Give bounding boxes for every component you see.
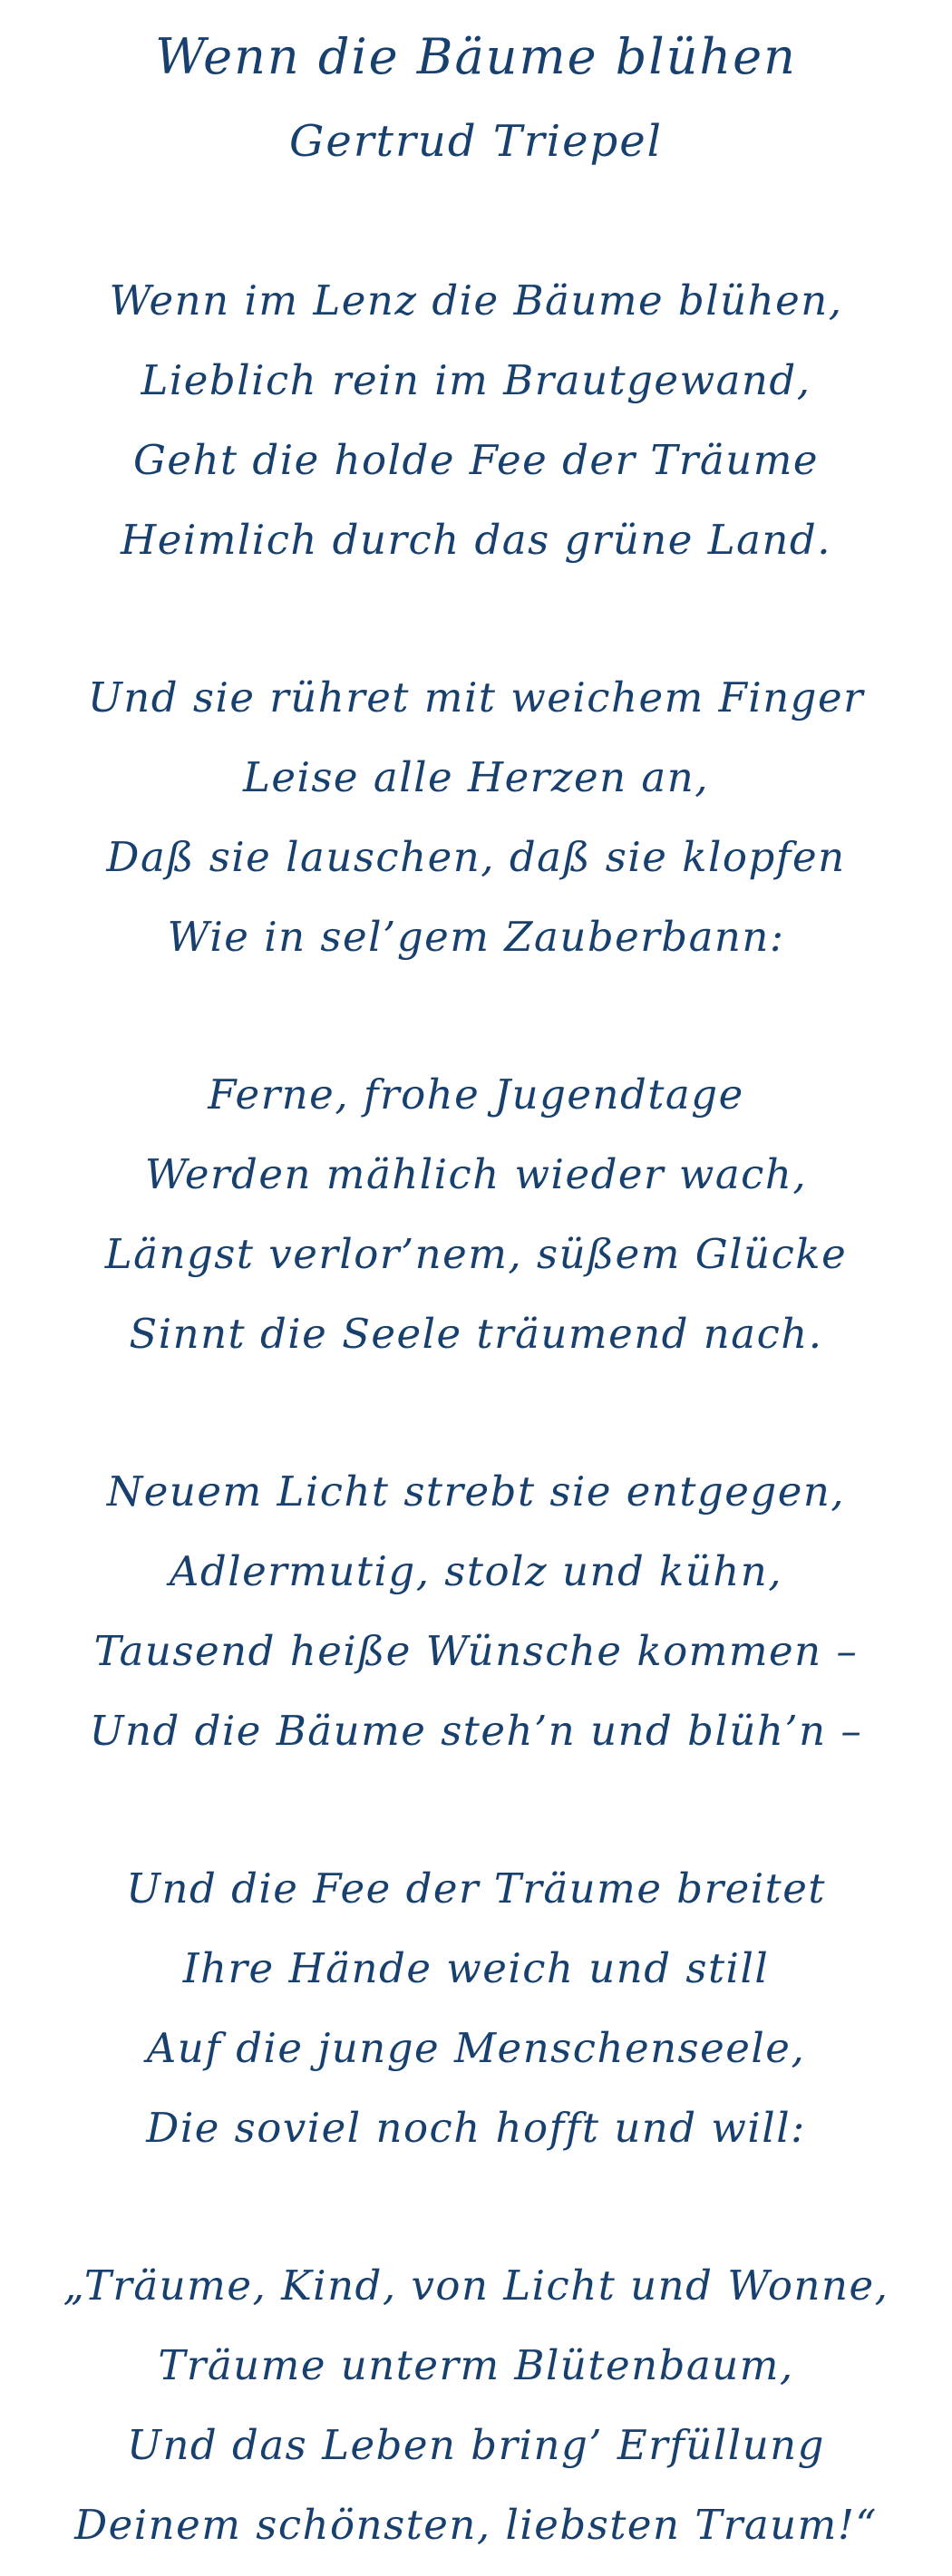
stanza-2 — [0, 658, 952, 977]
poem-line: Ihre Hände weich und still — [182, 1944, 770, 1992]
poem-line: Geht die holde Fee der Träume — [132, 436, 819, 484]
poem-line: Daß sie lauschen, daß sie klopfen — [106, 833, 846, 881]
poem-line: Deinem schönsten, liebsten Traum!“ — [74, 2501, 878, 2549]
poem-title: Wenn die Bäume blühen — [155, 28, 797, 85]
poem-line: Sinnt die Seele träumend nach. — [129, 1310, 823, 1358]
poem-line: Leise alle Herzen an, — [242, 753, 710, 801]
poem-line: Und die Bäume steh’n und blüh’n – — [89, 1707, 863, 1755]
poem-line: Längst verlor’nem, süßem Glücke — [104, 1230, 848, 1278]
poem-line: Wie in sel’gem Zauberbann: — [167, 913, 785, 961]
poem-line: Die soviel noch hofft und will: — [146, 2104, 806, 2152]
poem-line: Und sie rühret mit weichem Finger — [87, 673, 865, 721]
poem-line: Träume unterm Blütenbaum, — [158, 2341, 794, 2389]
poem-line: Und die Fee der Träume breitet — [126, 1864, 826, 1913]
stanza-5 — [0, 1849, 952, 2168]
poem-line: Ferne, frohe Jugendtage — [208, 1070, 744, 1119]
stanza-1 — [0, 261, 952, 580]
poem-author: Gertrud Triepel — [288, 116, 664, 167]
stanza-4 — [0, 1452, 952, 1771]
poem-line: Auf die junge Menschenseele, — [146, 2024, 806, 2072]
poem-line: „Träume, Kind, von Licht und Wonne, — [63, 2261, 889, 2310]
poem-line: Lieblich rein im Brautgewand, — [141, 356, 811, 404]
stanza-3 — [0, 1055, 952, 1374]
poem-line: Und das Leben bring’ Erfüllung — [127, 2421, 825, 2469]
stanza-6 — [0, 2246, 952, 2565]
poem-line: Wenn im Lenz die Bäume blühen, — [109, 276, 843, 324]
poem-line: Tausend heiße Wünsche kommen – — [93, 1627, 859, 1675]
poem-line: Adlermutig, stolz und kühn, — [169, 1547, 783, 1595]
poem-line: Werden mählich wieder wach, — [144, 1150, 808, 1198]
poem-line: Heimlich durch das grüne Land. — [120, 516, 832, 564]
poem-line: Neuem Licht strebt sie entgegen, — [106, 1467, 846, 1516]
